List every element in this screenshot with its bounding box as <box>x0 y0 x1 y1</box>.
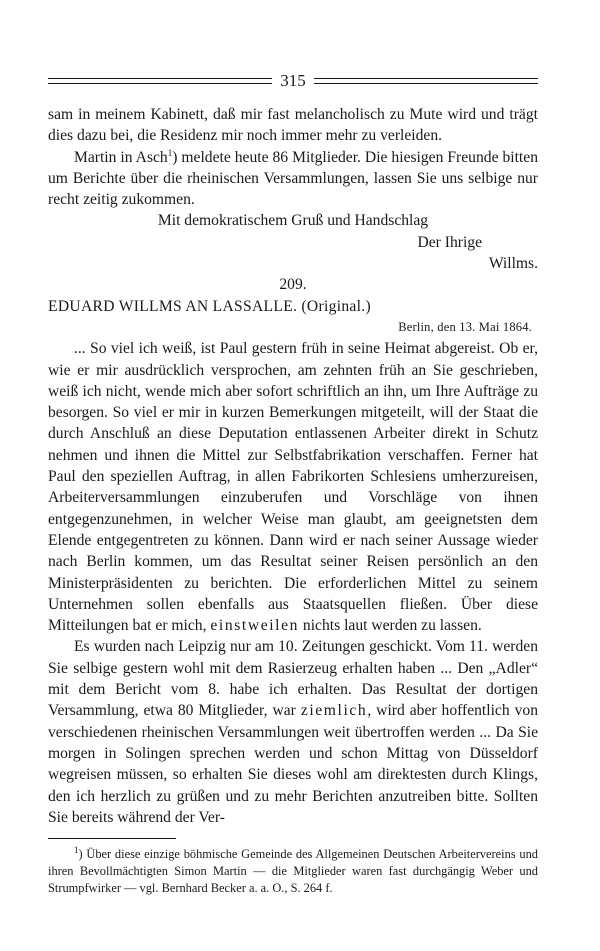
paragraph-2-end: , wird aber hoffentlich von verschiedenen rheinischen Versammlungen weit übertroffen werden ... Da Sie morgen in Solingen sprechen werden und schon Mittag von Düsseldorf wegreisen müssen, so erhalten Sie dieses wohl am direktesten durch Klings, den ich herzlich zu grüßen und zu mehr Berichten anzutreiben bitte. Sollten Sie bereits während der Ver- <box>48 702 539 826</box>
paragraph-1-text: ... So viel ich weiß, ist Paul gestern früh in seine Heimat abgereist. Ob er, wie er mir ausdrücklich versprochen, am zehnten früh an Sie geschrieben, weiß ich nicht, wende mich aber sofort schriftlich an ihn, um Ihre Aufträge zu besorgen. So viel er mir in kurzen Bemerkungen mitgeteilt, will der Staat die durch Anschluß an diese Deputation entlassenen Arbeiter direkt in Schutz nehmen und ihnen die Mittel zur Selbstfabrikation verschaffen. Ferner hat Paul den speziellen Auftrag, in allen Fabrikorten Schlesiens umherzureisen, Arbeiterversammlungen einzuberufen und Vorschläge von ihnen entgegenzunehmen, in welcher Weise man glaubt, am geeignetsten dem Elende entgegentreten zu können. Dann wird er nach seiner Aussage wieder nach Berlin kommen, um das Resultat seiner Reisen persönlich an den Ministerpräsidenten zu berichten. Die erforderlichen Mittel zu seinem Unternehmen sollen ebenfalls aus Staatsquellen fließen. Über diese Mitteilungen bat er mich, <box>48 340 538 635</box>
footnote-body: ) Über diese einzige böhmische Gemeinde des Allgemeinen Deutschen Arbeitervereins und ihren Bevollmächtigten Simon Martin — die Mitglieder waren fast durchgängig Weber und Strumpfwirker — vgl. Bernhard Becker a. a. O., S. 264 f. <box>48 847 538 895</box>
signature-name: Willms. <box>488 255 538 273</box>
spaced-emphasis-1: einstweilen <box>210 617 300 635</box>
martin-text-end: ) meldete heute 86 Mitglieder. Die hiesigen Freunde bitten um Berichte über die rheinischen Versammlungen, lassen Sie uns selbige nur recht zeitig zukommen. <box>48 148 538 209</box>
letter-number: 209. <box>279 276 307 294</box>
footnote-text <box>48 846 538 897</box>
paragraph-1-end: nichts laut werden zu lassen. <box>299 617 482 635</box>
header-rule-right <box>314 78 538 84</box>
continued-line-1: sam in meinem Kabinett, daß mir fast melancholisch zu Mute wird und <box>48 106 505 123</box>
martin-paragraph <box>48 147 538 211</box>
paragraph-2-text: Es wurden nach Leipzig nur am 10. Zeitungen geschickt. Vom 11. werden Sie selbige gestern wohl mit dem Rasierzeug erhalten haben ... Den „Adler“ mit dem Bericht vom 8. habe ich erhalten. Das Resultat der dortigen Versammlung, etwa 80 Mitglieder, war <box>48 638 538 720</box>
page-header <box>48 72 538 90</box>
letter-paragraph-2 <box>48 636 538 828</box>
letter-title: EDUARD WILLMS AN LASSALLE. (Original.) <box>48 297 371 315</box>
letter-paragraph-1 <box>48 338 538 636</box>
letter-date: Berlin, den 13. Mai 1864. <box>398 319 532 334</box>
header-rule-left <box>48 78 272 84</box>
continued-text <box>48 104 538 147</box>
footnote <box>48 846 538 897</box>
footnote-reference: 1 <box>167 147 173 158</box>
continued-line-2: trägt dies dazu bei, die Residenz mir noch immer mehr zu verleiden. <box>48 106 538 145</box>
footnote-rule <box>48 838 176 839</box>
martin-text-start: Martin in Asch <box>74 148 168 166</box>
letter-closing: Mit demokratischem Gruß und Handschlag <box>157 212 429 230</box>
page-number: 315 <box>280 71 306 90</box>
signature-line: Der Ihrige <box>417 233 482 251</box>
page-body <box>48 104 538 828</box>
footnote-marker: 1 <box>74 844 79 855</box>
spaced-emphasis-2: ziemlich <box>300 702 368 720</box>
